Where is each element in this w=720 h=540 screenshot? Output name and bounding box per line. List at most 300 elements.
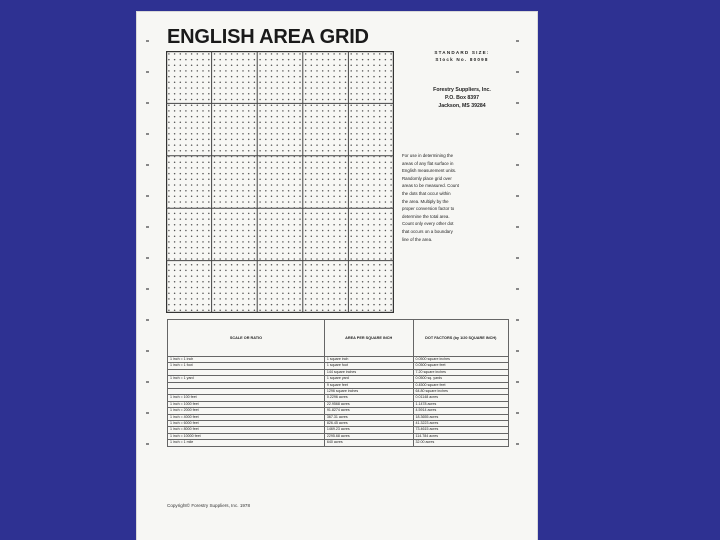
grid-dot [271, 310, 273, 312]
grid-dot [305, 122, 307, 124]
grid-dot [311, 70, 313, 72]
grid-dot [214, 247, 216, 249]
grid-dot [305, 133, 307, 135]
grid-dot [311, 167, 313, 169]
grid-dot [379, 292, 381, 294]
grid-dot [231, 167, 233, 169]
grid-dot [345, 110, 347, 112]
grid-dot [191, 298, 193, 300]
grid-dot [316, 304, 318, 306]
grid-dot [328, 161, 330, 163]
grid-dot [339, 241, 341, 243]
grid-dot [339, 190, 341, 192]
grid-dot [180, 253, 182, 255]
grid-dot [333, 201, 335, 203]
grid-dot [379, 258, 381, 260]
grid-dot [345, 65, 347, 67]
grid-dot [214, 253, 216, 255]
grid-dot [390, 53, 392, 55]
grid-dot [259, 270, 261, 272]
grid-dot [368, 258, 370, 260]
grid-dot [271, 270, 273, 272]
grid-dot [180, 235, 182, 237]
grid-dot [197, 253, 199, 255]
perforation-tick [516, 164, 519, 166]
grid-dot [390, 218, 392, 220]
grid-dot [299, 241, 301, 243]
perforation-tick [516, 102, 519, 104]
grid-dot [225, 99, 227, 101]
grid-dot [288, 287, 290, 289]
grid-dot [373, 270, 375, 272]
grid-dot [191, 258, 193, 260]
grid-dot [231, 270, 233, 272]
grid-dot [316, 70, 318, 72]
grid-dot [288, 179, 290, 181]
grid-dot [322, 247, 324, 249]
grid-dot [333, 292, 335, 294]
grid-dot [202, 167, 204, 169]
grid-dot [282, 161, 284, 163]
grid-dot [231, 224, 233, 226]
grid-dot [202, 65, 204, 67]
grid-dot [373, 292, 375, 294]
grid-dot [191, 241, 193, 243]
grid-dot [333, 156, 335, 158]
grid-dot [276, 247, 278, 249]
table-cell: 114.784 acres [413, 433, 508, 439]
grid-dot [379, 70, 381, 72]
grid-dot [168, 116, 170, 118]
grid-dot [276, 298, 278, 300]
grid-dot [214, 298, 216, 300]
grid-dot [259, 65, 261, 67]
grid-dot [379, 144, 381, 146]
grid-dot [214, 87, 216, 89]
grid-dot [368, 230, 370, 232]
grid-dot [356, 116, 358, 118]
grid-dot [368, 99, 370, 101]
grid-dot [248, 116, 250, 118]
grid-dot [333, 173, 335, 175]
grid-dot [219, 258, 221, 260]
grid-dot [379, 179, 381, 181]
grid-dot [276, 196, 278, 198]
grid-dot [322, 150, 324, 152]
grid-dot [350, 82, 352, 84]
grid-dot [390, 65, 392, 67]
grid-dot [237, 190, 239, 192]
grid-dot [265, 304, 267, 306]
grid-dot [322, 253, 324, 255]
grid-dot [180, 173, 182, 175]
grid-dot [282, 59, 284, 61]
perforation-tick [146, 195, 149, 197]
grid-dot [180, 116, 182, 118]
grid-dot [345, 253, 347, 255]
grid-dot [208, 258, 210, 260]
grid-dot [333, 275, 335, 277]
grid-dot [311, 190, 313, 192]
grid-dot [356, 144, 358, 146]
grid-dot [214, 281, 216, 283]
grid-dot [305, 179, 307, 181]
grid-dot [299, 122, 301, 124]
grid-dot [373, 253, 375, 255]
grid-dot [265, 167, 267, 169]
grid-dot [180, 184, 182, 186]
grid-dot [311, 59, 313, 61]
grid-dot [299, 201, 301, 203]
grid-dot [225, 82, 227, 84]
grid-dot [202, 207, 204, 209]
grid-dot [294, 173, 296, 175]
grid-dot [197, 161, 199, 163]
grid-dot [168, 310, 170, 312]
grid-dot [379, 139, 381, 141]
grid-dot [339, 258, 341, 260]
grid-dot [368, 133, 370, 135]
grid-dot [311, 179, 313, 181]
grid-dot [214, 99, 216, 101]
grid-dot [288, 184, 290, 186]
grid-dot [385, 184, 387, 186]
table-cell: 0.01148 acres [413, 395, 508, 401]
grid-dot [316, 213, 318, 215]
grid-dot [333, 133, 335, 135]
grid-dot [305, 190, 307, 192]
grid-dot [265, 247, 267, 249]
grid-dot [271, 93, 273, 95]
perforation-tick [146, 226, 149, 228]
grid-dot [328, 167, 330, 169]
grid-dot [299, 65, 301, 67]
grid-dot [237, 76, 239, 78]
grid-dot [265, 82, 267, 84]
grid-dot [316, 292, 318, 294]
grid-dot [385, 241, 387, 243]
grid-dot [311, 156, 313, 158]
grid-dot [208, 122, 210, 124]
grid-dot [276, 224, 278, 226]
grid-dot [362, 104, 364, 106]
grid-dot [191, 82, 193, 84]
grid-dot [368, 207, 370, 209]
grid-dot [322, 258, 324, 260]
grid-dot [191, 292, 193, 294]
table-cell: 0.0500 square feet [413, 363, 508, 369]
grid-dot [328, 230, 330, 232]
grid-dot [356, 270, 358, 272]
grid-dot [362, 150, 364, 152]
grid-dot [248, 110, 250, 112]
grid-dot [328, 173, 330, 175]
grid-dot [311, 247, 313, 249]
grid-dot [208, 104, 210, 106]
grid-dot [294, 76, 296, 78]
grid-dot [311, 53, 313, 55]
grid-dot [219, 235, 221, 237]
grid-dot [259, 184, 261, 186]
grid-dot [219, 139, 221, 141]
grid-dot [225, 116, 227, 118]
grid-dot [214, 144, 216, 146]
grid-dot [174, 298, 176, 300]
grid-dot [265, 156, 267, 158]
grid-dot [362, 310, 364, 312]
grid-dot [362, 201, 364, 203]
grid-dot [180, 82, 182, 84]
grid-dot [265, 87, 267, 89]
grid-dot [180, 161, 182, 163]
grid-dot [299, 99, 301, 101]
grid-dot [242, 99, 244, 101]
grid-dot [185, 292, 187, 294]
grid-dot [225, 270, 227, 272]
grid-dot [385, 258, 387, 260]
grid-dot [219, 104, 221, 106]
grid-dot [328, 110, 330, 112]
grid-dot [379, 150, 381, 152]
grid-dot [328, 65, 330, 67]
grid-dot [362, 190, 364, 192]
grid-dot [328, 196, 330, 198]
grid-dot [339, 156, 341, 158]
grid-dot [248, 76, 250, 78]
grid-dot [202, 116, 204, 118]
grid-dot [180, 70, 182, 72]
grid-dot [322, 230, 324, 232]
grid-dot [214, 70, 216, 72]
table-cell: 7.20 square inches [413, 369, 508, 375]
grid-dot [265, 235, 267, 237]
grid-dot [197, 270, 199, 272]
grid-dot [202, 139, 204, 141]
grid-dot [356, 59, 358, 61]
grid-dot [185, 275, 187, 277]
grid-dot [208, 201, 210, 203]
grid-dot [237, 70, 239, 72]
grid-dot [294, 275, 296, 277]
grid-dot [197, 304, 199, 306]
grid-dot [379, 110, 381, 112]
grid-dot [202, 310, 204, 312]
grid-dot [191, 179, 193, 181]
grid-dot [385, 235, 387, 237]
table-cell: 22.9568 acres [324, 401, 413, 407]
grid-dot [294, 59, 296, 61]
grid-dot [248, 161, 250, 163]
grid-dot [254, 275, 256, 277]
grid-dot [373, 156, 375, 158]
grid-dot [271, 241, 273, 243]
grid-dot [259, 235, 261, 237]
grid-dot [333, 213, 335, 215]
grid-dot [219, 133, 221, 135]
grid-dot [185, 304, 187, 306]
grid-dot [168, 70, 170, 72]
grid-dot [288, 224, 290, 226]
grid-dot [333, 179, 335, 181]
grid-dot [288, 139, 290, 141]
grid-dot [345, 161, 347, 163]
grid-dot [333, 184, 335, 186]
grid-dot [185, 133, 187, 135]
grid-dot [259, 167, 261, 169]
grid-dot [254, 258, 256, 260]
grid-dot [259, 179, 261, 181]
grid-dot [282, 156, 284, 158]
grid-dot [350, 298, 352, 300]
grid-dot [168, 235, 170, 237]
grid-dot [276, 161, 278, 163]
grid-dot [214, 275, 216, 277]
grid-dot [237, 167, 239, 169]
grid-dot [237, 247, 239, 249]
grid-dot [265, 207, 267, 209]
grid-dot [339, 275, 341, 277]
table-cell: 367.31 acres [324, 414, 413, 420]
grid-dot [373, 207, 375, 209]
grid-dot [180, 53, 182, 55]
grid-dot [282, 218, 284, 220]
grid-dot [265, 287, 267, 289]
grid-dot [350, 264, 352, 266]
grid-dot [345, 247, 347, 249]
grid-dot [225, 59, 227, 61]
grid-dot [282, 253, 284, 255]
grid-dot [208, 230, 210, 232]
grid-dot [288, 241, 290, 243]
grid-dot [390, 110, 392, 112]
grid-dot [328, 270, 330, 272]
grid-dot [282, 167, 284, 169]
grid-dot [345, 156, 347, 158]
grid-dot [259, 99, 261, 101]
grid-dot [276, 99, 278, 101]
grid-dot [219, 201, 221, 203]
grid-dot [248, 133, 250, 135]
grid-dot [328, 76, 330, 78]
grid-dot [248, 281, 250, 283]
grid-dot [271, 304, 273, 306]
grid-dot [299, 275, 301, 277]
grid-dot [294, 253, 296, 255]
grid-dot [202, 241, 204, 243]
grid-dot [339, 287, 341, 289]
grid-dot [174, 230, 176, 232]
grid-dot [339, 184, 341, 186]
grid-dot [219, 161, 221, 163]
grid-dot [191, 190, 193, 192]
grid-dot [322, 122, 324, 124]
grid-dot [328, 218, 330, 220]
grid-dot [248, 270, 250, 272]
grid-dot [225, 253, 227, 255]
grid-dot [208, 196, 210, 198]
grid-dot [362, 173, 364, 175]
grid-dot [385, 93, 387, 95]
grid-dot [339, 144, 341, 146]
grid-dot [350, 270, 352, 272]
grid-dot [305, 310, 307, 312]
grid-dot [214, 76, 216, 78]
grid-dot [271, 179, 273, 181]
grid-dot [197, 59, 199, 61]
grid-dot [333, 161, 335, 163]
grid-dot [180, 298, 182, 300]
grid-dot [259, 127, 261, 129]
grid-dot [231, 122, 233, 124]
grid-dot [294, 207, 296, 209]
grid-dot [350, 133, 352, 135]
grid-dot [237, 133, 239, 135]
grid-dot [282, 184, 284, 186]
grid-dot [231, 93, 233, 95]
grid-dot [254, 139, 256, 141]
grid-dot [237, 281, 239, 283]
grid-dot [368, 213, 370, 215]
grid-dot [385, 144, 387, 146]
grid-dot [328, 310, 330, 312]
grid-dot [311, 93, 313, 95]
grid-dot [271, 298, 273, 300]
grid-dot [202, 110, 204, 112]
grid-dot [271, 133, 273, 135]
grid-dot [271, 76, 273, 78]
grid-dot [265, 190, 267, 192]
grid-dot [316, 298, 318, 300]
grid-dot [339, 304, 341, 306]
grid-dot [174, 275, 176, 277]
grid-dot [237, 59, 239, 61]
grid-dot [254, 281, 256, 283]
grid-dot [328, 179, 330, 181]
grid-dot [197, 65, 199, 67]
grid-dot [219, 65, 221, 67]
grid-dot [276, 127, 278, 129]
grid-dot [345, 127, 347, 129]
grid-dot [350, 59, 352, 61]
grid-dot [385, 281, 387, 283]
grid-dot [225, 110, 227, 112]
grid-dot [362, 87, 364, 89]
grid-dot [219, 275, 221, 277]
grid-dot [316, 224, 318, 226]
grid-dot [168, 247, 170, 249]
grid-dot [237, 218, 239, 220]
grid-dot [373, 275, 375, 277]
grid-dot [390, 190, 392, 192]
grid-dot [208, 156, 210, 158]
grid-dot [225, 241, 227, 243]
grid-dot [333, 218, 335, 220]
grid-dot [185, 241, 187, 243]
grid-dot [345, 310, 347, 312]
grid-dot [356, 258, 358, 260]
grid-dot [390, 298, 392, 300]
grid-dot [356, 99, 358, 101]
grid-dot [368, 150, 370, 152]
grid-dot [276, 53, 278, 55]
grid-dot [368, 196, 370, 198]
grid-dot [219, 298, 221, 300]
grid-dot [294, 65, 296, 67]
grid-dot [294, 201, 296, 203]
grid-dot [174, 224, 176, 226]
grid-dot [276, 93, 278, 95]
grid-dot [379, 161, 381, 163]
